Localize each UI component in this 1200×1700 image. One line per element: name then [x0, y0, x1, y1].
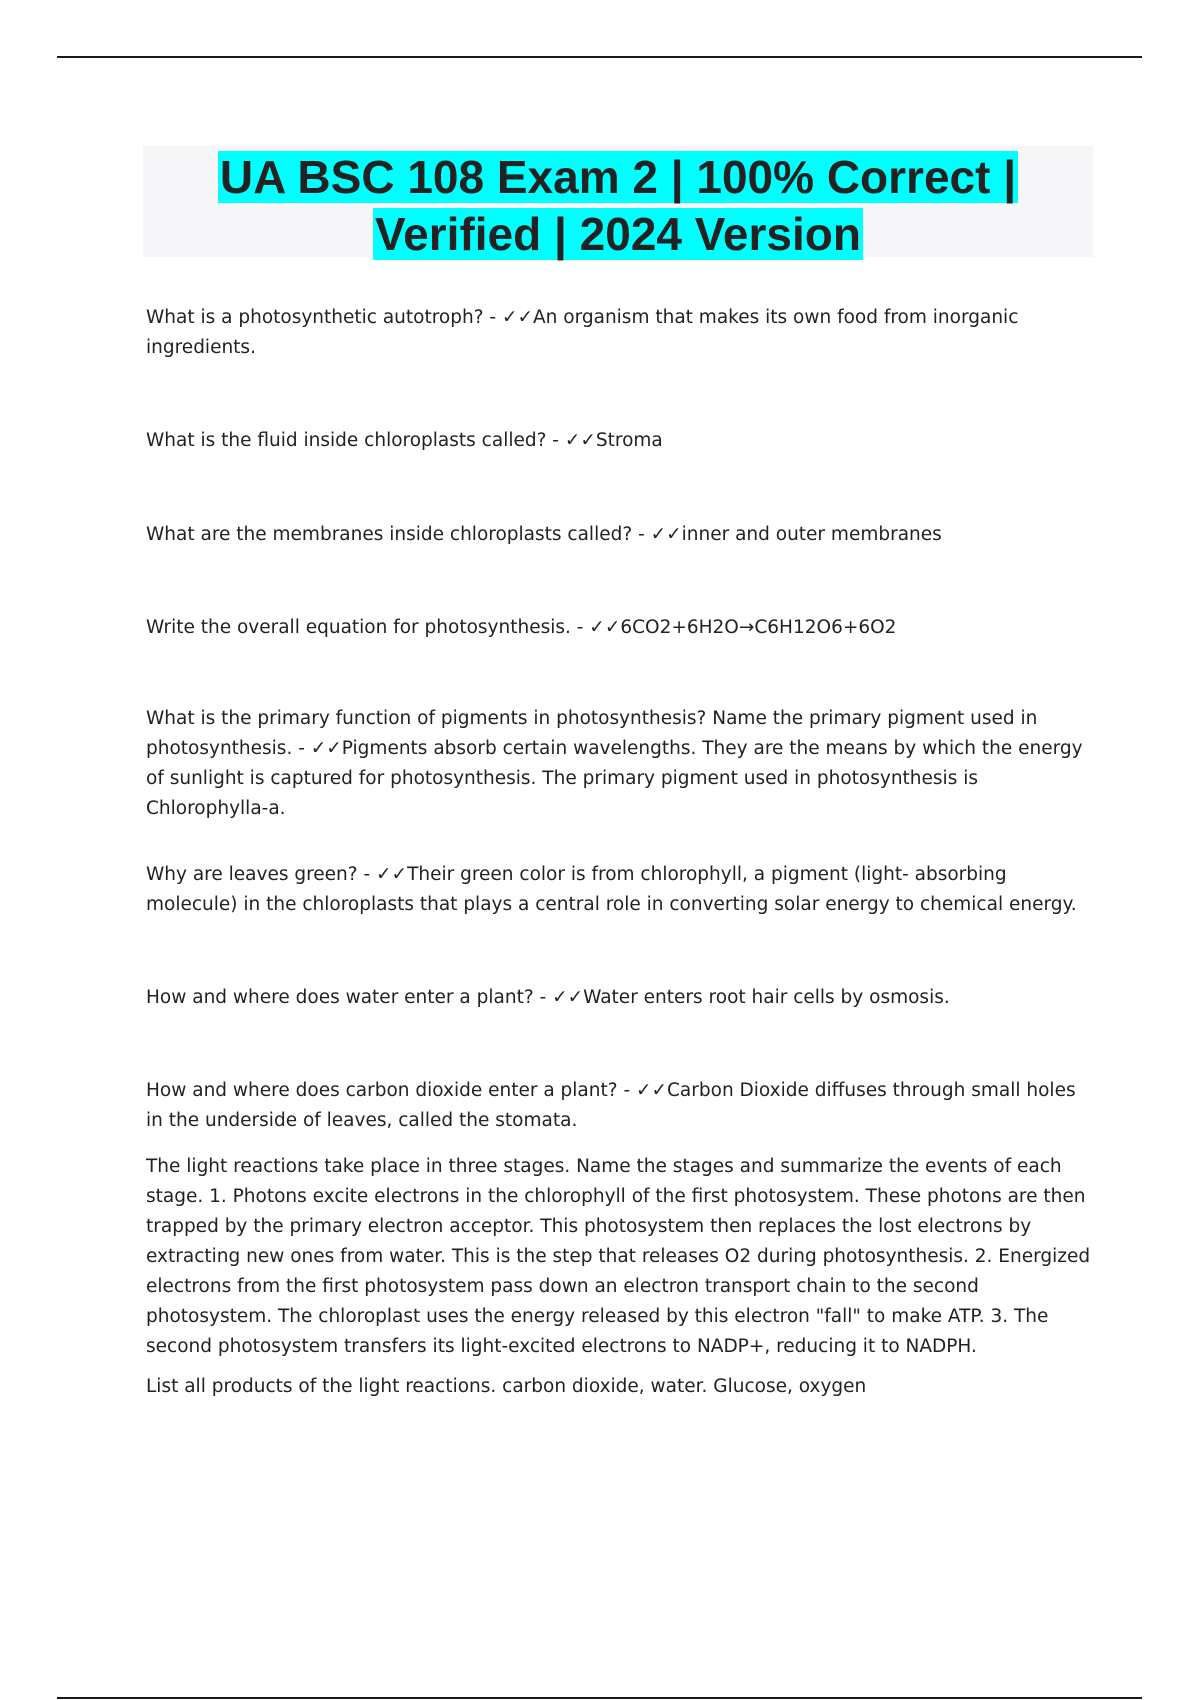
qa-item — [146, 426, 1091, 456]
answer-text: Water enters root hair cells by osmosis. — [583, 987, 950, 1008]
check-separator: - ✓✓ — [632, 524, 682, 545]
paragraph-text: The light reactions take place in three stages. Name the stages and summarize the events of each stage. 1. Photons excite electrons in the chlorophyll of the first photosystem. These photons are then trapped by the primary electron acceptor. This photosystem then replaces the lost electrons by extracting new ones from water. This is the step that releases O2 during photosynthesis. 2. Energized electrons from the first photosystem pass down an electron transport chain to the second photosystem. The chloroplast uses the energy released by this electron "fall" to make ATP. 3. The second photosystem transfers its light-excited electrons to NADP+, reducing it to NADPH. — [146, 1156, 1091, 1357]
document-title — [143, 149, 1093, 263]
qa-item — [146, 520, 1091, 550]
question-text: What is a photosynthetic autotroph? — [146, 307, 484, 328]
question-text: What is the primary function of pigments in photosynthesis? Name the primary pigment used in photosynthesis. — [146, 708, 1038, 759]
check-separator: - ✓✓ — [617, 1080, 668, 1101]
title-line-1: UA BSC 108 Exam 2 | 100% Correct | — [219, 151, 1017, 203]
answer-text: inner and outer membranes — [681, 524, 942, 545]
paragraph-text: List all products of the light reactions. carbon dioxide, water. Glucose, oxygen — [146, 1376, 867, 1397]
question-text: What are the membranes inside chloroplasts called? — [146, 524, 633, 545]
qa-item — [146, 1076, 1091, 1136]
question-text: How and where does carbon dioxide enter a plant? — [146, 1080, 618, 1101]
question-text: How and where does water enter a plant? — [146, 987, 534, 1008]
qa-item — [146, 983, 1091, 1013]
qa-item — [146, 613, 1091, 643]
bottom-rule — [57, 1697, 1142, 1699]
question-text: What is the fluid inside chloroplasts called? — [146, 430, 547, 451]
check-separator: - ✓✓ — [292, 738, 342, 759]
qa-item — [146, 860, 1091, 920]
check-separator: - ✓✓ — [570, 617, 621, 638]
answer-text: Stroma — [595, 430, 663, 451]
check-separator: - ✓✓ — [533, 987, 584, 1008]
question-text: Write the overall equation for photosynthesis. — [146, 617, 571, 638]
answer-text: Carbon Dioxide diffuses through small holes in the underside of leaves, called the stomata. — [146, 1080, 1076, 1131]
check-separator: - ✓✓ — [546, 430, 596, 451]
qa-item — [146, 303, 1091, 363]
products-paragraph — [146, 1372, 1091, 1402]
top-rule — [57, 56, 1142, 58]
answer-text: 6CO2+6H2O→C6H12O6+6O2 — [620, 617, 897, 638]
check-separator: - ✓✓ — [357, 864, 408, 885]
qa-item — [146, 704, 1091, 824]
check-separator: - ✓✓ — [483, 307, 533, 328]
answer-text: An organism that makes its own food from inorganic ingredients. — [146, 307, 1019, 358]
title-line-2: Verified | 2024 Version — [375, 208, 861, 260]
document-title-box — [143, 146, 1093, 260]
light-reactions-paragraph — [146, 1152, 1091, 1362]
question-text: Why are leaves green? — [146, 864, 358, 885]
answer-text: Pigments absorb certain wavelengths. They are the means by which the energy of sunlight is captured for photosynthesis. The primary pigment used in photosynthesis is Chlorophylla-a. — [146, 738, 1083, 819]
answer-text: Their green color is from chlorophyll, a pigment (light- absorbing molecule) in the chloroplasts that plays a central role in converting solar energy to chemical energy. — [146, 864, 1077, 915]
